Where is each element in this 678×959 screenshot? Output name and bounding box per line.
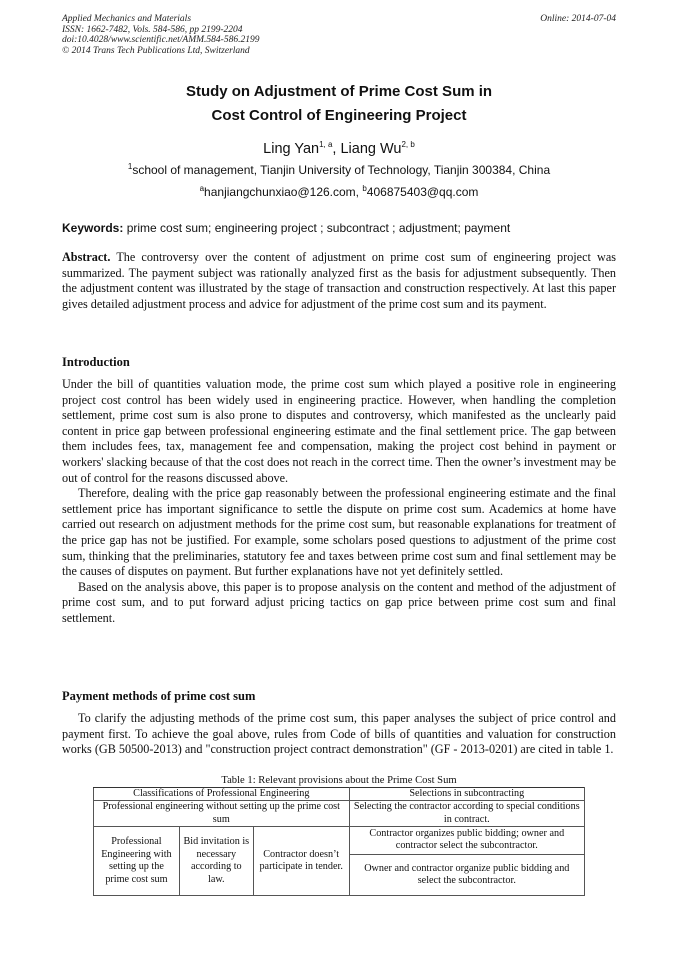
table-row: [94, 801, 585, 827]
payment-paragraph-1: To clarify the adjusting methods of the prime cost sum, this paper analyses the subject of price control and payment first. To achieve the goal above, rules from Code of bills of quantities and valuation for construction works (GB 50500-2013) and "construction project contract demonstration" (GF - 2013-0201) are cited in table 1.: [62, 711, 616, 757]
author-2: Liang Wu: [340, 141, 402, 157]
copyright-line: © 2014 Trans Tech Publications Ltd, Switzerland: [62, 45, 250, 56]
keywords: [62, 220, 616, 236]
email-sup-a: a: [199, 184, 205, 193]
table-header-right: Selections in subcontracting: [349, 788, 584, 801]
table-cell: Professional engineering without setting up the prime cost sum: [94, 801, 350, 827]
email-1: hanjiangchunxiao@126.com,: [204, 185, 363, 199]
abstract: [62, 250, 616, 312]
payment-heading: Payment methods of prime cost sum: [62, 689, 256, 703]
online-date: Online: 2014-07-04: [540, 14, 616, 24]
introduction-heading: Introduction: [62, 355, 130, 369]
table-cell: Contractor doesn’t participate in tender.: [253, 827, 349, 896]
abstract-label: Abstract.: [62, 250, 111, 264]
table-caption: Table 1: Relevant provisions about the Prime Cost Sum: [221, 775, 457, 786]
email-2: 406875403@qq.com: [366, 185, 479, 199]
table-cell: Contractor organizes public bidding; owner and contractor select the subcontractor.: [349, 827, 584, 854]
keywords-label: Keywords:: [62, 221, 124, 235]
table-cell: Owner and contractor organize public bidding and select the subcontractor.: [349, 854, 584, 896]
table-row: [94, 827, 585, 854]
table-header-row: [94, 788, 585, 801]
intro-paragraph-1: Under the bill of quantities valuation mode, the prime cost sum which played a positive role in engineering project cost control has been widely used in engineering practice. However, when handling the completion settlement, prime cost sum is also prone to disputes and controversy, which manifested as the unclearly paid content in price gap between professional engineering estimate and the final settlement price. The gap between them includes fees, tax, management fee and compensation, making the project cost behind in payment or workers' slacking because of that the cost does not reach in the correct time. Then the owner’s investment may be out of control for the reasons discussed above.: [62, 377, 616, 485]
issn-line: ISSN: 1662-7482, Vols. 584-586, pp 2199-2204: [62, 24, 243, 35]
table-header-left: Classifications of Professional Engineering: [94, 788, 350, 801]
table-cell: Selecting the contractor according to special conditions in contract.: [349, 801, 584, 827]
keywords-text: prime cost sum; engineering project ; subcontract ; adjustment; payment: [123, 221, 511, 235]
intro-paragraph-3: Based on the analysis above, this paper is to propose analysis on the content and method of the adjustment of prime cost sum, and to put forward adjust pricing tactics on gap price between prime cost sum and final settlement.: [62, 579, 616, 625]
author-1-sup: 1, a: [319, 140, 333, 150]
journal-name: Applied Mechanics and Materials: [62, 14, 192, 24]
affiliation-text: school of management, Tianjin University of Technology, Tianjin 300384, China: [132, 163, 551, 177]
affiliation: [62, 163, 616, 177]
abstract-text: The controversy over the content of adjustment on prime cost sum of engineering project was summarized. The payment subject was rationally analyzed first as the basis for adjustment subsequently. Then the adjustment content was illustrated by the stage of transaction and construction respectively. At last this paper gives detailed adjustment process and advice for adjustment of the prime cost sum and its payment.: [62, 250, 616, 311]
doi-line: doi:10.4028/www.scientific.net/AMM.584-586.2199: [62, 35, 260, 46]
author-list: [62, 140, 616, 158]
journal-header: [62, 14, 616, 56]
paper-title: [62, 80, 616, 128]
table-cell: Professional Engineering with setting up the prime cost sum: [94, 827, 180, 896]
title-line-2: Cost Control of Engineering Project: [211, 107, 467, 124]
table-cell: Bid invitation is necessary according to law.: [179, 827, 253, 896]
email-line: [62, 185, 616, 199]
payment-body: [62, 711, 616, 758]
title-line-1: Study on Adjustment of Prime Cost Sum in: [185, 83, 493, 100]
author-separator: ,: [332, 141, 341, 157]
intro-paragraph-2: Therefore, dealing with the price gap reasonably between the professional engineering estimate and the final settlement price has important significance to settle the dispute on prime cost sum. Academics at home have carried out research on adjustment methods for the prime cost sum, but reasonable explanations for treatment of the price gap has not be justified. For example, some scholars posed questions to adjustment of the prime cost sum, thinking that the preliminaries, statutory fee and taxes between prime cost sum and final settlement may be the causes of disputes on payment. But further explanations have not yet definitely settled.: [62, 486, 616, 579]
introduction-body: [62, 377, 616, 627]
author-1: Ling Yan: [263, 141, 320, 157]
author-2-sup: 2, b: [401, 140, 415, 150]
email-sup-b: b: [362, 184, 367, 193]
provisions-table: [93, 787, 585, 896]
affiliation-sup: 1: [127, 162, 133, 171]
